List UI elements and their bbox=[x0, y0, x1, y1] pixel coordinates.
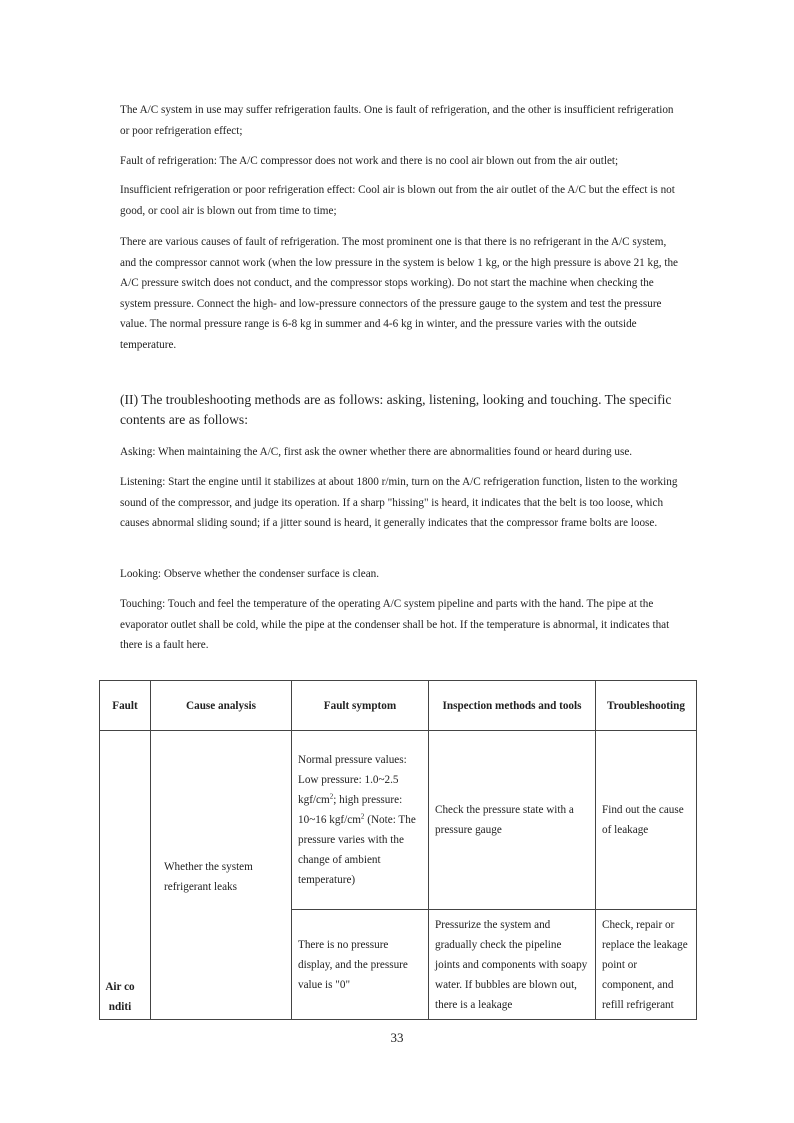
header-fault-symptom: Fault symptom bbox=[292, 681, 429, 731]
inspection-text: Check the pressure state with a pressure gauge bbox=[435, 804, 574, 836]
looking-paragraph: Looking: Observe whether the condenser surface is clean. bbox=[120, 568, 380, 580]
touching-paragraph: Touching: Touch and feel the temperature of the operating A/C system pipeline and parts with the hand. The pipe at the evaporator outlet shall be cold, while the pipe at the condenser shall be hot. If the temperature is abnormal, it indicates that there is a fault here. bbox=[120, 598, 670, 651]
troubleshooting-cell bbox=[596, 910, 697, 1020]
table-header-row bbox=[100, 681, 697, 731]
header-fault: Fault bbox=[100, 681, 151, 731]
fault-of-refrigeration-paragraph: Fault of refrigeration: The A/C compressor does not work and there is no cool air blown out from the air outlet; bbox=[120, 155, 619, 167]
asking-paragraph: Asking: When maintaining the A/C, first ask the owner whether there are abnormalities found or heard during use. bbox=[120, 446, 633, 458]
troubleshooting-text: Check, repair or replace the leakage point or component, and refill refrigerant bbox=[602, 918, 688, 1011]
symptom-text: There is no pressure display, and the pressure value is "0" bbox=[298, 938, 408, 991]
section-heading: (II) The troubleshooting methods are as follows: asking, listening, looking and touching. The specific contents are as follows: bbox=[120, 392, 672, 427]
inspection-cell bbox=[429, 910, 596, 1020]
fault-label: Air conditi bbox=[105, 981, 135, 1013]
symptom-cell bbox=[292, 731, 429, 910]
intro-paragraph: The A/C system in use may suffer refrigeration faults. One is fault of refrigeration, and the other is insufficient refrigeration or poor refrigeration effect; bbox=[120, 104, 674, 137]
listening-paragraph: Listening: Start the engine until it stabilizes at about 1800 r/min, turn on the A/C refrigeration function, listen to the working sound of the compressor, and judge its operation. If a sharp "hissing" is heard, it indicates that the belt is too loose, which causes abnormal sliding sound; if a jitter sound is heard, it generally indicates that the compressor frame bolts are loose. bbox=[120, 476, 678, 529]
insufficient-refrigeration-paragraph: Insufficient refrigeration or poor refrigeration effect: Cool air is blown out from the air outlet of the A/C but the effect is not good, or cool air is blown out from time to time; bbox=[120, 184, 675, 217]
fault-cell bbox=[100, 731, 151, 1020]
causes-paragraph: There are various causes of fault of refrigeration. The most prominent one is that there is no refrigerant in the A/C system, and the compressor cannot work (when the low pressure in the system is below 1 kg, or the high pressure is above 21 kg, the A/C pressure switch does not conduct, and the compressor stops working). Do not start the machine when checking the system pressure. Connect the high- and low-pressure connectors of the pressure gauge to the system and test the pressure value. The normal pressure range is 6-8 kg in summer and 4-6 kg in winter, and the pressure varies with the outside temperature. bbox=[120, 236, 679, 351]
inspection-cell bbox=[429, 731, 596, 910]
cause-cell bbox=[151, 731, 292, 1020]
table-row bbox=[100, 731, 697, 910]
symptom-text: Normal pressure values: Low pressure: 1.0~2.5 kgf/$cm^2$; high pressure: 10~16 kgf/$cm^2$ (Note: The pressure varies with the change of ambient temperature) bbox=[298, 754, 416, 886]
header-inspection-methods: Inspection methods and tools bbox=[429, 681, 596, 731]
symptom-cell bbox=[292, 910, 429, 1020]
header-troubleshooting: Troubleshooting bbox=[596, 681, 697, 731]
troubleshooting-text: Find out the cause of leakage bbox=[602, 804, 684, 836]
inspection-text: Pressurize the system and gradually check the pipeline joints and components with soapy water. If bubbles are blown out, there is a leakage bbox=[435, 918, 588, 1011]
troubleshooting-cell bbox=[596, 731, 697, 910]
cause-text: Whether the system refrigerant leaks bbox=[164, 861, 253, 893]
page-number: 33 bbox=[390, 1030, 404, 1045]
fault-table bbox=[99, 680, 697, 1020]
header-cause-analysis: Cause analysis bbox=[151, 681, 292, 731]
